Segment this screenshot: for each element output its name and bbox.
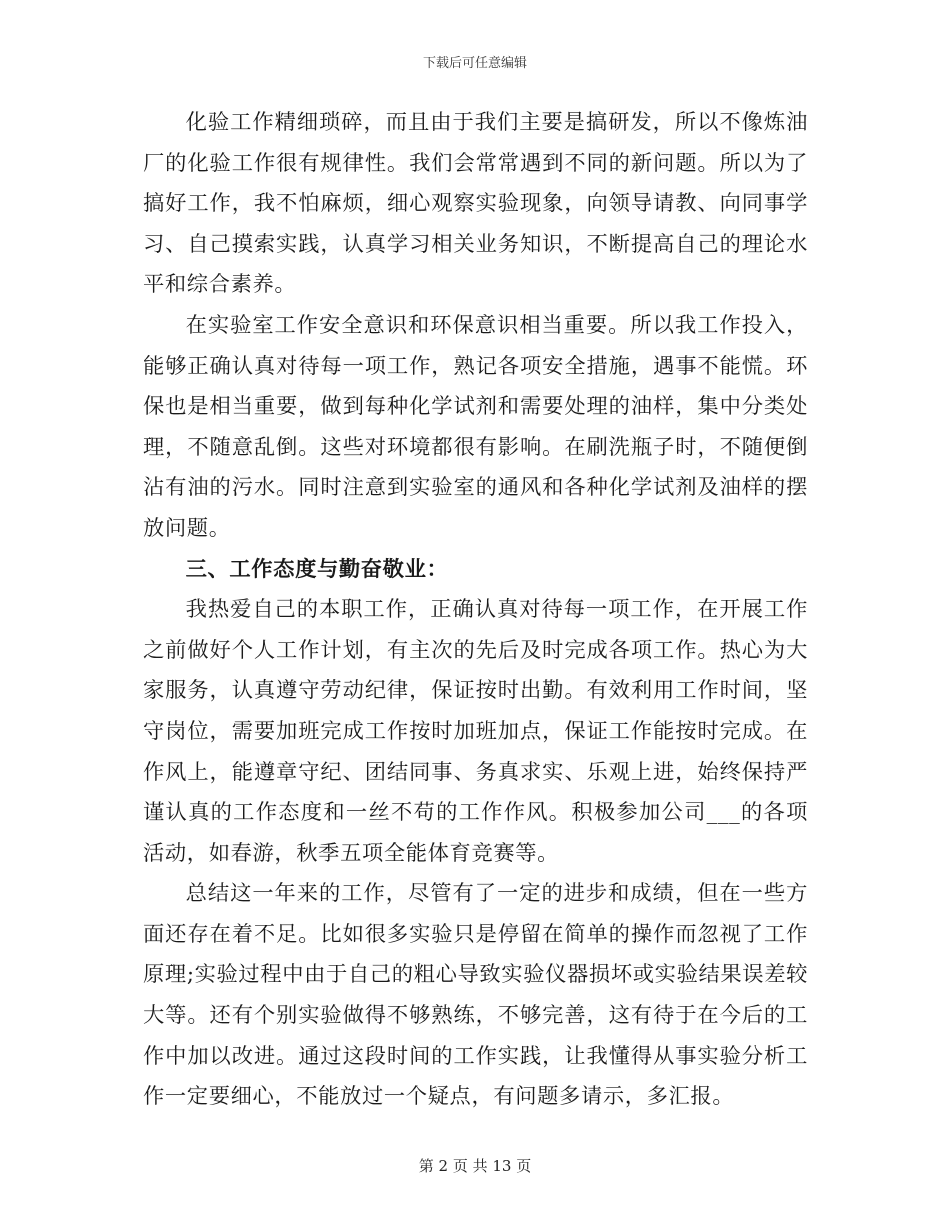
body-paragraph: 在实验室工作安全意识和环保意识相当重要。所以我工作投入，能够正确认真对待每一项工作，熟记各项安全措施，遇事不能慌。环保也是相当重要，做到每种化学试剂和需要处理的油样，集中分类处理，不随意乱倒。这些对环境都很有影响。在刷洗瓶子时，不随便倒沾有油的污水。同时注意到实验室的通风和各种化学试剂及油样的摆放问题。: [143, 312, 808, 541]
body-paragraph: 化验工作精细琐碎，而且由于我们主要是搞研发，所以不像炼油厂的化验工作很有规律性。我们会常常遇到不同的新问题。所以为了搞好工作，我不怕麻烦，细心观察实验现象，向领导请教、向同事学习、自己摸索实践，认真学习相关业务知识，不断提高自己的理论水平和综合素养。: [143, 110, 808, 298]
page-number: 第 2 页 共 13 页: [418, 1157, 532, 1175]
section-heading: 三、工作态度与勤奋敬业：: [185, 556, 449, 582]
document-body: [143, 103, 808, 1118]
body-paragraph: 我热爱自己的本职工作，正确认真对待每一项工作，在开展工作之前做好个人工作计划，有主次的先后及时完成各项工作。热心为大家服务，认真遵守劳动纪律，保证按时出勤。有效利用工作时间，坚守岗位，需要加班完成工作按时加班加点，保证工作能按时完成。在作风上，能遵章守纪、团结同事、务真求实、乐观上进，始终保持严谨认真的工作态度和一丝不苟的工作作风。积极参加公司___的各项活动，如春游，秋季五项全能体育竞赛等。: [143, 597, 808, 866]
header-note: 下载后可任意编辑: [422, 56, 527, 71]
body-paragraph: 总结这一年来的工作，尽管有了一定的进步和成绩，但在一些方面还存在着不足。比如很多实验只是停留在简单的操作而忽视了工作原理;实验过程中由于自己的粗心导致实验仪器损坏或实验结果误差较大等。还有个别实验做得不够熟练，不够完善，这有待于在今后的工作中加以改进。通过这段时间的工作实践，让我懂得从事实验分析工作一定要细心，不能放过一个疑点，有问题多请示，多汇报。: [143, 881, 808, 1110]
